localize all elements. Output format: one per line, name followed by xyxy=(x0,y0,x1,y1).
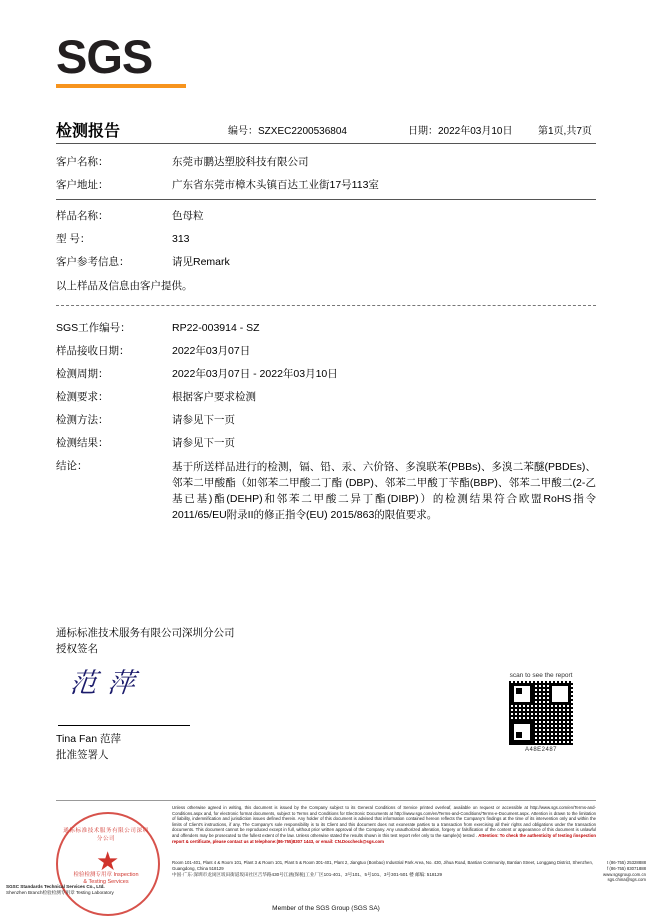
field-value: 东莞市鹏达塑胶科技有限公司 xyxy=(172,156,309,168)
field-label: 客户地址： xyxy=(56,179,109,191)
footer-divider xyxy=(56,800,596,801)
testing-block xyxy=(56,321,596,532)
field-row xyxy=(56,344,596,358)
seal-band-text: 检验检测专用章 Inspection & Testing Services xyxy=(73,872,139,885)
handwritten-signature-text: 范 萍 xyxy=(68,668,139,698)
field-label: 客户名称： xyxy=(56,156,109,168)
footer-fax: f (86-755) 83071888 xyxy=(607,865,646,871)
qr-eye-core-tr xyxy=(560,688,566,694)
field-value: 根据客户要求检测 xyxy=(172,391,256,403)
seal-arc-text: 通标标准技术服务有限公司深圳分公司 xyxy=(63,828,149,842)
signatory-name: Tina Fan 范萍 xyxy=(56,733,121,745)
seal-caption xyxy=(0,884,172,896)
field-row xyxy=(56,413,596,427)
qr-eye-bottom-left xyxy=(511,721,533,743)
field-value: 广东省东莞市樟木头镇百达工业街17号113室 xyxy=(172,179,379,191)
field-row xyxy=(56,255,596,269)
footer-address xyxy=(172,860,596,877)
sgs-logo-underline xyxy=(56,84,186,88)
field-row xyxy=(56,178,596,192)
signature-block xyxy=(56,625,416,763)
conclusion-text: 基于所送样品进行的检测，镉、铅、汞、六价铬、多溴联苯(PBBs)、多溴二苯醚(PBDEs)、邻苯二甲酸酯（如邻苯二甲酸二丁酯 (DBP)、邻苯二甲酸丁苄酯(BBP)、邻苯二甲酸二(2-乙基已基)酯(DEHP)和邻苯二甲酸二异丁酯(DIBP)）的检测结果符合欧盟RoHS指令2011/65/EU附录II的修正指令(EU) 2015/863的限值要求。 xyxy=(172,461,596,521)
field-label: 检测周期： xyxy=(56,368,109,380)
field-row xyxy=(56,367,596,381)
seal-caption-line1: SGSC Standards Technical Services Co., Ltd. xyxy=(6,884,105,889)
field-value: 2022年03月07日 - 2022年03月10日 xyxy=(172,368,338,380)
authorized-signature-label: 授权签名 xyxy=(56,643,98,655)
field-value: 313 xyxy=(172,233,190,245)
footer-legal-paragraph: Unless otherwise agreed in writing, this document is issued by the Company subject to its General Conditions of Service printed overleaf, available on request or accessible at http://www.sgs.com/en/Terms-and-Conditions.aspx and, for electronic format documents, subject to Terms and Conditions for Electronic Documents at http://www.sgs.com/en/Terms-and-Conditions/Terms-e-Document.aspx. Attention is drawn to the limitation of liability, indemnification and jurisdiction issues defined therein. Any holder of this document is advised that information contained hereon reflects the Company's findings at the time of its intervention only and within the limits of Client's instructions, if any. The Company's sole responsibility is to its Client and this document does not exonerate parties to a transaction from exercising all their rights and obligations under the transaction documents. This document cannot be reproduced except in full, without prior written approval of the Company. Any unauthorized alteration, forgery or falsification of the content or appearance of this document is unlawful and offenders may be prosecuted to the fullest extent of the law. Unless otherwise stated the results shown in this test report refer only to the sample(s) tested . xyxy=(172,805,596,838)
qr-code-image[interactable] xyxy=(509,681,573,745)
field-row xyxy=(56,436,596,450)
handwritten-signature xyxy=(56,668,416,723)
field-label: 客户参考信息： xyxy=(56,256,130,268)
footer-legal-text xyxy=(172,805,596,844)
field-label: 样品名称： xyxy=(56,210,109,222)
seal-star-icon: ★ xyxy=(96,846,120,876)
field-value: 色母粒 xyxy=(172,210,204,222)
sgs-logo-text: SGS xyxy=(56,30,153,83)
field-value: RP22-003914 - SZ xyxy=(172,322,260,334)
divider-dashed xyxy=(56,305,596,306)
field-row xyxy=(56,321,596,335)
qr-code-id: A48E2487 xyxy=(524,747,558,753)
page-title: 检测报告 xyxy=(56,123,121,140)
footer-tel: t (86-755) 25328888 xyxy=(607,860,646,865)
footer-email[interactable]: sgs.china@sgs.com xyxy=(607,877,646,883)
field-label: 样品接收日期： xyxy=(56,345,130,357)
footer-attention: Attention: To check the authenticity of testing /inspection report & certificate, please contact us at telephone:(86-755)8307 1443, or email: CN.Doccheck@sgs.com xyxy=(172,832,596,844)
qr-eye-core-bl xyxy=(516,732,522,738)
seal-caption-line2: Shenzhen Branch检验检测专用章 Testing Laboratory xyxy=(6,890,114,895)
footer-member-line: Member of the SGS Group (SGS SA) xyxy=(272,905,380,912)
customer-block xyxy=(56,155,596,201)
field-row xyxy=(56,232,596,246)
footer-address-cn: 中国·广东·深圳市龙岗区坂田街道坂田社区吉华路430号江涵(保税)工业厂区101-401、3号101、5号101、3号301-501 楼 邮编: 518129 xyxy=(172,871,443,877)
report-date: 日期：2022年03月10日 xyxy=(408,126,513,137)
signing-company: 通标标准技术服务有限公司深圳分公司 xyxy=(56,627,235,639)
field-value: 2022年03月07日 xyxy=(172,345,251,357)
field-label: SGS工作编号： xyxy=(56,322,131,334)
field-label: 型 号： xyxy=(56,233,91,245)
field-row xyxy=(56,209,596,223)
conclusion-row xyxy=(56,459,596,523)
field-label: 检测结果： xyxy=(56,437,109,449)
qr-code-block[interactable] xyxy=(505,672,577,753)
field-value: 请见Remark xyxy=(172,256,230,268)
title-row xyxy=(56,118,596,141)
field-label: 检测方法： xyxy=(56,414,109,426)
footer-web[interactable]: www.sgsgroup.com.cn xyxy=(603,871,646,877)
sample-block xyxy=(56,209,596,293)
field-row xyxy=(56,155,596,169)
sgs-logo xyxy=(56,32,186,88)
report-number: 编号：SZXEC2200536804 xyxy=(228,126,347,137)
signatory-role: 批准签署人 xyxy=(56,749,109,761)
signature-rule xyxy=(58,725,190,726)
inspection-seal xyxy=(56,812,160,916)
page-counter: 第1页,共7页 xyxy=(538,126,592,137)
field-row xyxy=(56,390,596,404)
footer-address-en: Room 101-401, Plant 4 & Room 101, Plant 3 & Room 101, Plant 5 & Room 301-401, Plant 2, Jiangtuo (Bonbao) Industrial Park Area, No. 430, Jihua Road, Bantian Community, Bantian Street, Longgang District, Shenzhen, Guangdong, China 518129 xyxy=(172,860,594,871)
footer-contact xyxy=(556,860,646,883)
qr-eye-core-tl xyxy=(516,688,522,694)
divider-under-title xyxy=(56,143,596,144)
conclusion-label: 结论： xyxy=(56,460,88,472)
field-value: 请参见下一页 xyxy=(172,437,235,449)
qr-caption: scan to see the report xyxy=(509,672,573,679)
field-label: 检测要求： xyxy=(56,391,109,403)
divider-under-customer xyxy=(56,199,596,200)
sample-note: 以上样品及信息由客户提供。 xyxy=(56,280,193,292)
field-value: 请参见下一页 xyxy=(172,414,235,426)
